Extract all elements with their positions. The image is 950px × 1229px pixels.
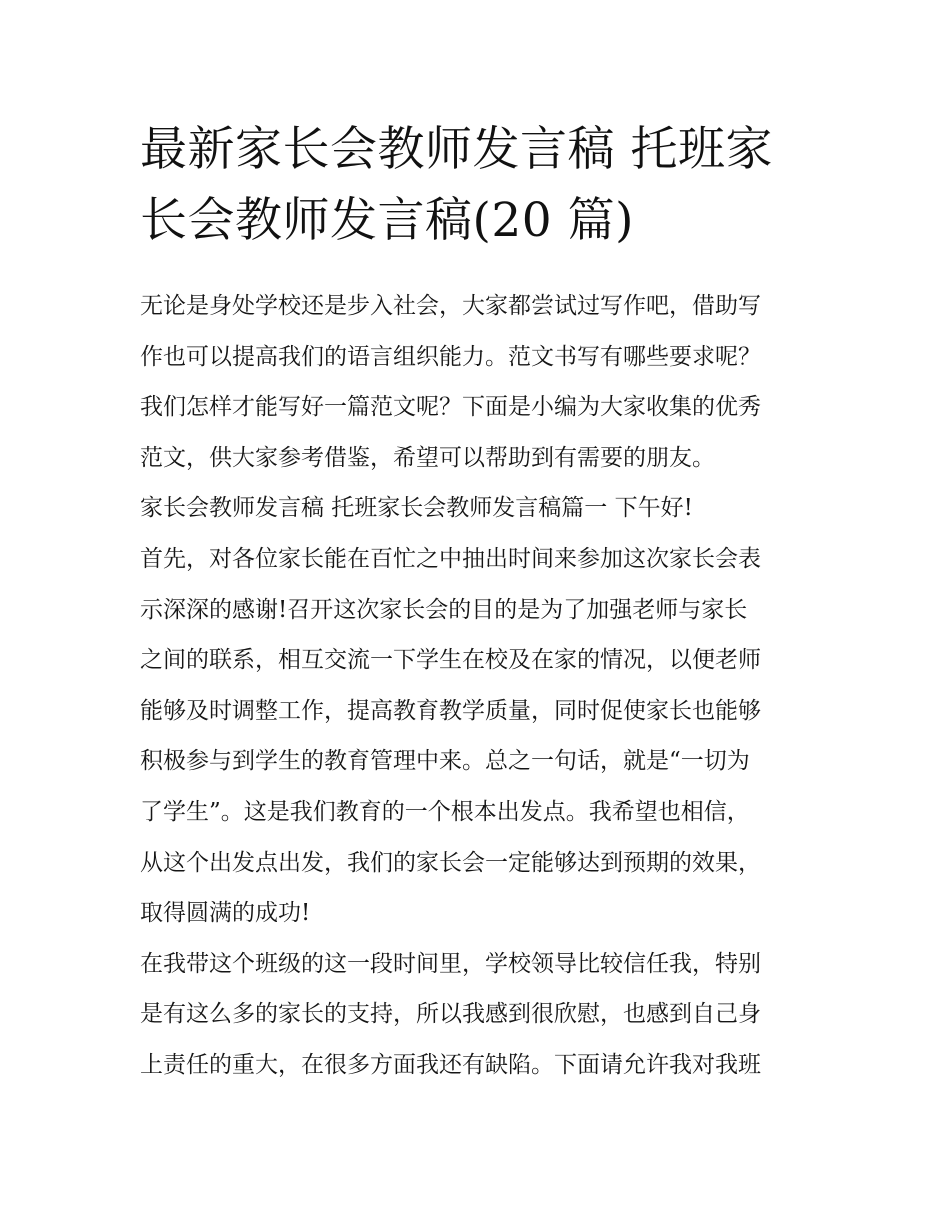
- title-line-1: 最新家长会教师发言稿 托班家: [140, 122, 773, 177]
- body-line-8: 之间的联系，相互交流一下学生在校及在家的情况，以便老师: [140, 647, 761, 674]
- body-line-13: 取得圆满的成功!: [140, 900, 311, 927]
- body-line-15: 是有这么多的家长的支持，所以我感到很欣慰，也感到自己身: [140, 1001, 761, 1028]
- body-line-4: 范文，供大家参考借鉴，希望可以帮助到有需要的朋友。: [140, 444, 715, 471]
- body-line-9: 能够及时调整工作，提高教育教学质量，同时促使家长也能够: [140, 697, 761, 724]
- body-line-12: 从这个出发点出发，我们的家长会一定能够达到预期的效果，: [140, 849, 761, 876]
- document-body: [140, 281, 820, 1091]
- body-line-16: 上责任的重大，在很多方面我还有缺陷。下面请允许我对我班: [140, 1051, 761, 1078]
- body-line-7: 示深深的感谢!召开这次家长会的目的是为了加强老师与家长: [140, 596, 748, 623]
- body-line-3: 我们怎样才能写好一篇范文呢？下面是小编为大家收集的优秀: [140, 394, 761, 421]
- body-line-2: 作也可以提高我们的语言组织能力。范文书写有哪些要求呢？: [140, 343, 761, 370]
- title-line-2: 长会教师发言稿(20 篇): [140, 193, 634, 248]
- section-heading: 家长会教师发言稿 托班家长会教师发言稿篇一 下午好!: [140, 495, 693, 522]
- body-line-14: 在我带这个班级的这一段时间里，学校领导比较信任我，特别: [140, 950, 761, 977]
- body-line-1: 无论是身处学校还是步入社会，大家都尝试过写作吧，借助写: [140, 293, 761, 319]
- body-line-6: 首先，对各位家长能在百忙之中抽出时间来参加这次家长会表: [140, 545, 761, 572]
- body-line-11: 了学生”。这是我们教育的一个根本出发点。我希望也相信，: [140, 798, 750, 825]
- body-line-10: 积极参与到学生的教育管理中来。总之一句话，就是“一切为: [140, 748, 750, 775]
- document-title: [140, 114, 820, 256]
